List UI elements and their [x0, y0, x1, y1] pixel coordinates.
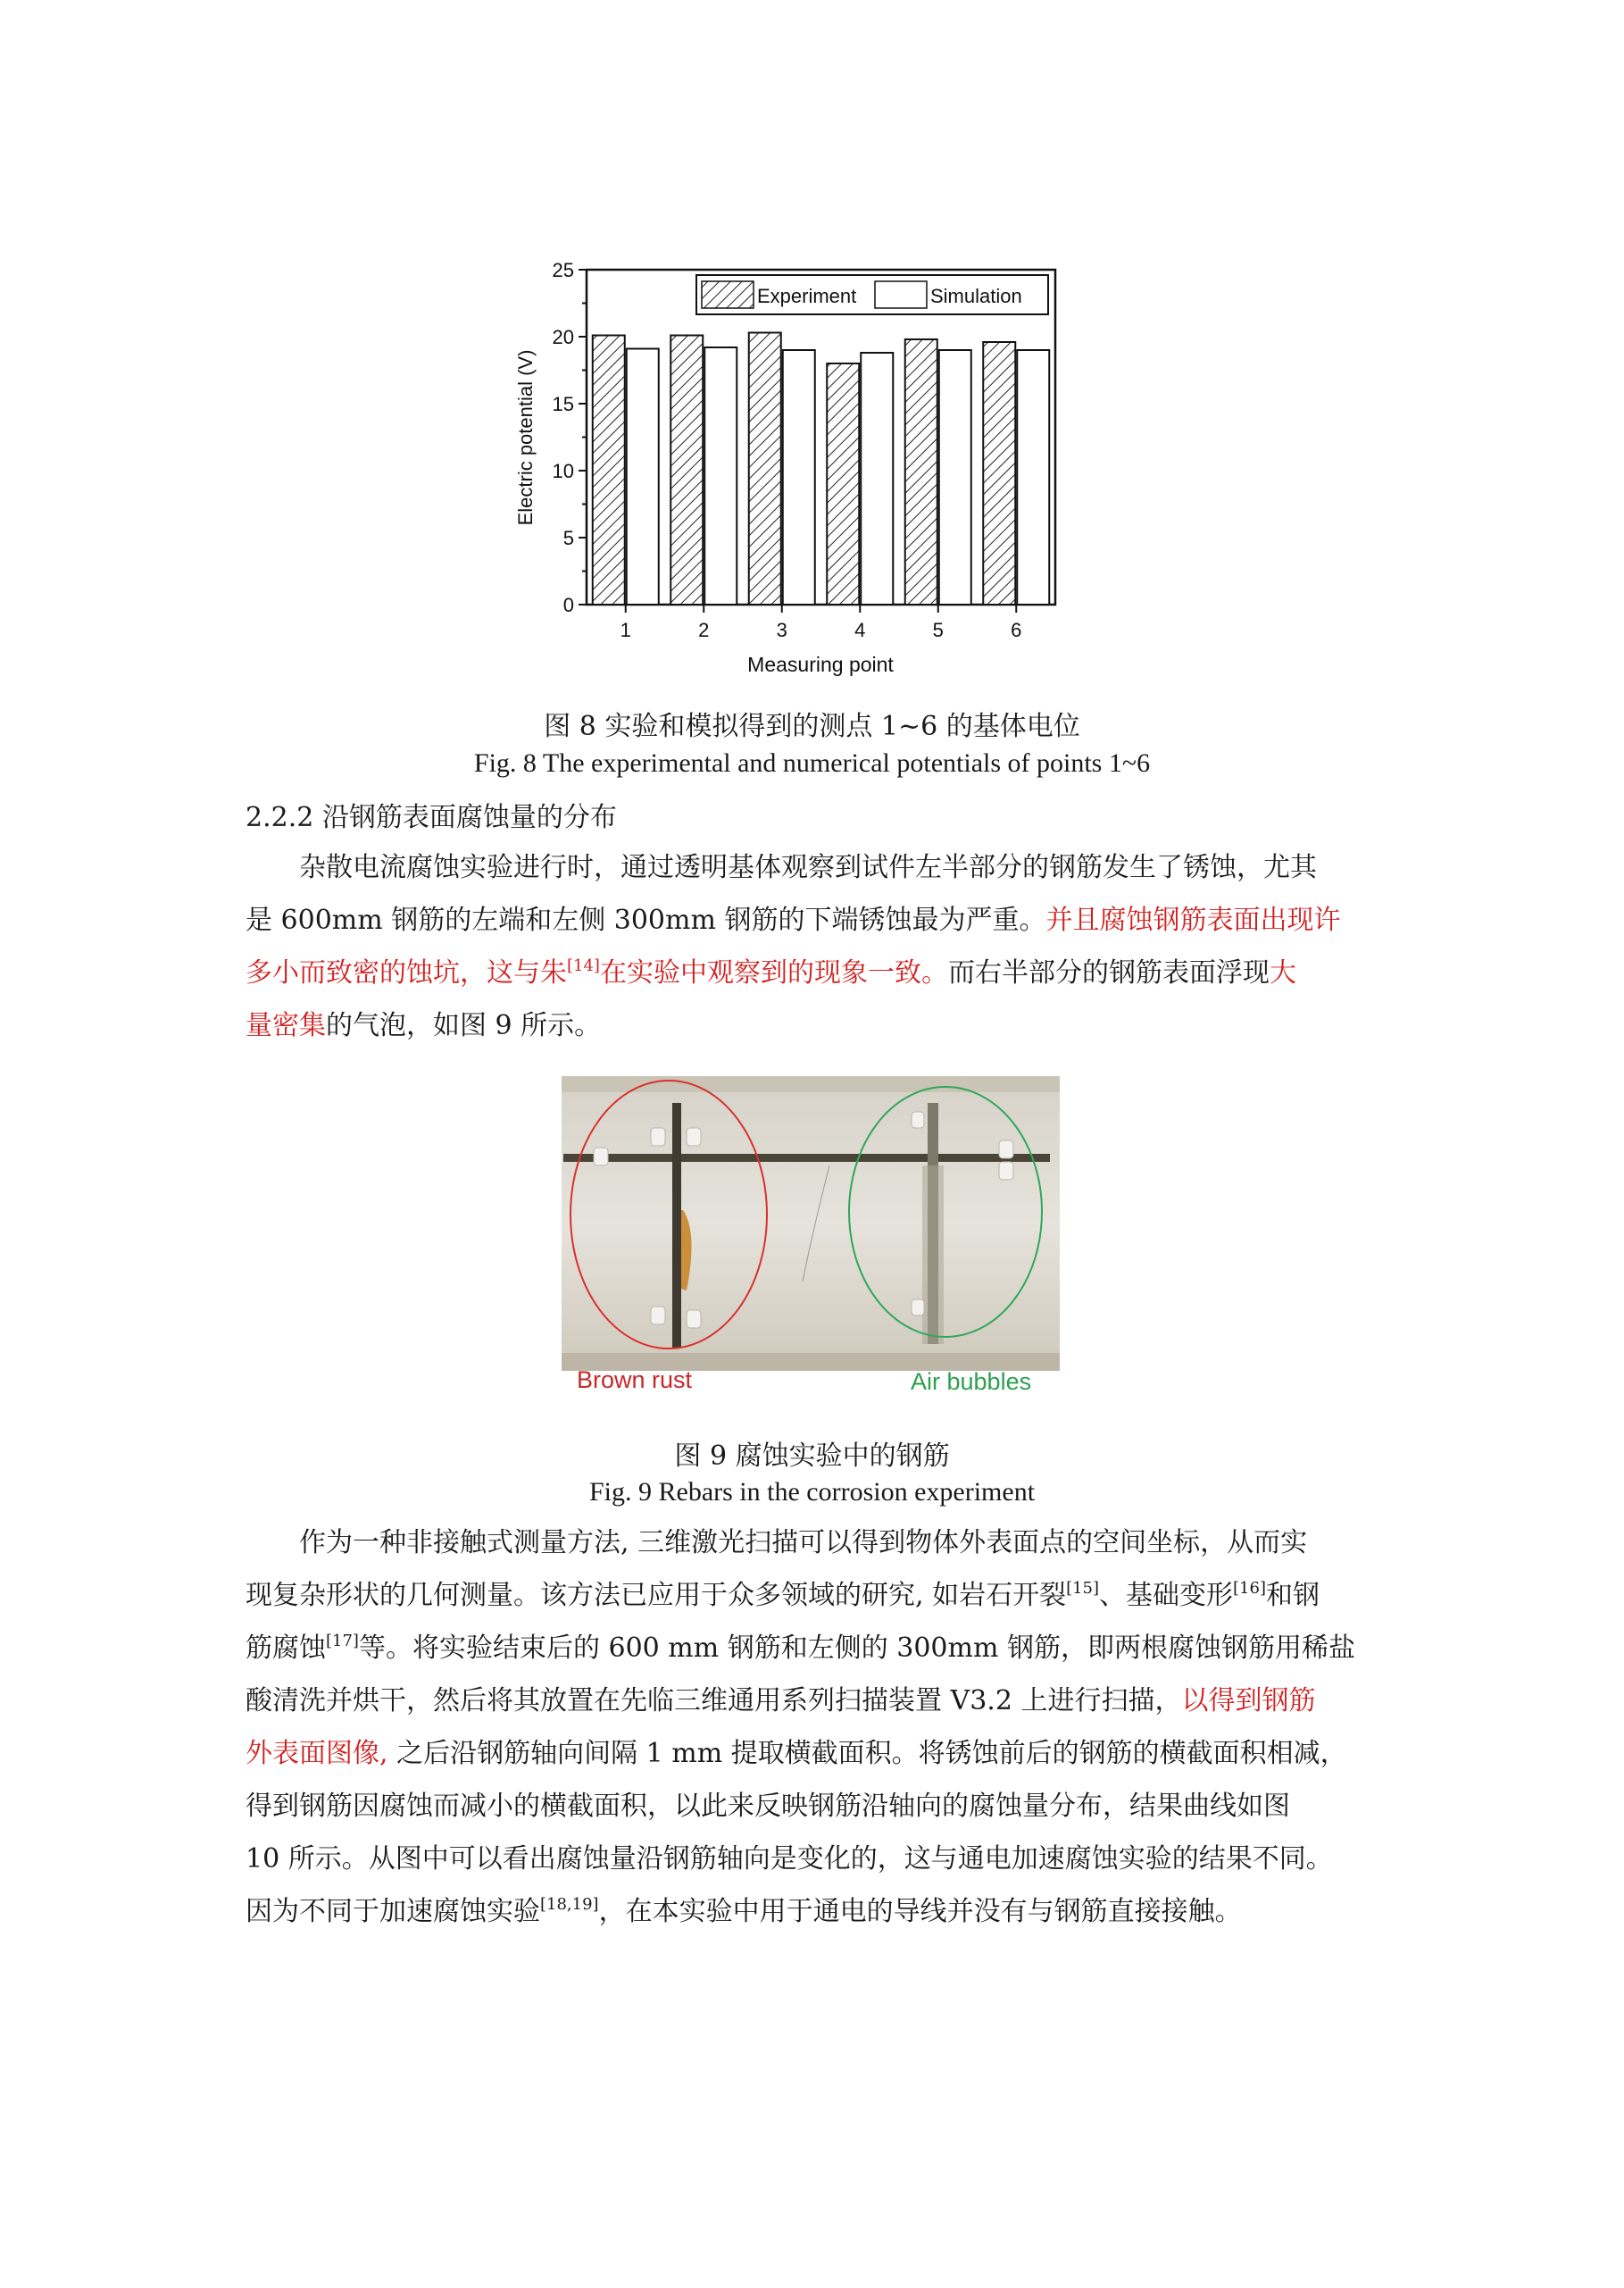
legend-swatch-experiment	[702, 281, 754, 308]
legend-label-simulation: Simulation	[930, 285, 1022, 307]
para2-line-7: 10 所示。从图中可以看出腐蚀量沿钢筋轴向是变化的，这与通电加速腐蚀实验的结果不同。	[246, 1843, 1333, 1875]
label-air-bubbles: Air bubbles	[911, 1368, 1032, 1395]
bar-series	[593, 333, 1050, 605]
left-vertical-rebar	[672, 1103, 681, 1349]
y-tick-label: 0	[562, 594, 574, 616]
para1-line-4: 量密集的气泡，如图 9 所示。	[246, 1010, 602, 1041]
para2-line-3: 筋腐蚀[17]等。将实验结束后的 600 mm 钢筋和左侧的 300mm 钢筋，即两根腐蚀钢筋用稀盐	[246, 1632, 1355, 1664]
paragraph-2	[246, 1516, 1379, 1938]
x-tick-label: 3	[776, 619, 787, 641]
horizontal-rebar	[563, 1154, 1050, 1162]
y-axis-label: Electric potential (V)	[514, 349, 537, 526]
legend	[696, 275, 1048, 314]
fig8-bar-chart	[500, 250, 1089, 688]
para2-line-4: 酸清洗并烘干，然后将其放置在先临三维通用系列扫描装置 V3.2 上进行扫描，以得到钢筋	[246, 1685, 1316, 1716]
para2-line-1: 作为一种非接触式测量方法, 三维激光扫描可以得到物体外表面点的空间坐标，从而实	[299, 1527, 1308, 1558]
para1-line-2: 是 600mm 钢筋的左端和左侧 300mm 钢筋的下端锈蚀最为严重。并且腐蚀钢筋表面出现许	[246, 905, 1341, 936]
para2-line-6: 得到钢筋因腐蚀而减小的横截面积，以此来反映钢筋沿轴向的腐蚀量分布，结果曲线如图	[246, 1791, 1290, 1822]
bar-simulation	[627, 349, 659, 605]
section-heading: 2.2.2 沿钢筋表面腐蚀量的分布	[246, 802, 617, 833]
y-tick-label: 10	[552, 460, 574, 482]
bar-simulation	[783, 350, 815, 605]
x-tick-label: 4	[854, 619, 866, 641]
label-brown-rust: Brown rust	[577, 1366, 693, 1393]
bar-experiment	[905, 339, 937, 605]
x-tick-label: 2	[698, 619, 710, 641]
bar-simulation	[939, 350, 971, 605]
bar-experiment	[827, 363, 859, 605]
fig9-caption-cn: 图 9 腐蚀实验中的钢筋	[674, 1440, 950, 1472]
x-tick-label: 5	[932, 619, 944, 641]
para1-line-1: 杂散电流腐蚀实验进行时，通过透明基体观察到试件左半部分的钢筋发生了锈蚀，尤其	[299, 852, 1317, 883]
y-axis	[553, 259, 587, 616]
para2-line-8: 因为不同于加速腐蚀实验[18,19]，在本实验中用于通电的导线并没有与钢筋直接接触。	[246, 1895, 1242, 1927]
para2-line-2: 现复杂形状的几何测量。该方法已应用于众多领域的研究, 如岩石开裂[15]、基础变形[16]和钢	[246, 1579, 1320, 1611]
bar-experiment	[983, 342, 1015, 605]
x-tick-label: 1	[620, 619, 631, 641]
y-tick-label: 15	[552, 393, 574, 415]
y-tick-label: 5	[562, 527, 574, 549]
bar-simulation	[1017, 350, 1049, 605]
fig9-caption-en: Fig. 9 Rebars in the corrosion experiment	[588, 1477, 1036, 1507]
x-axis	[620, 605, 1022, 641]
x-tick-label: 6	[1011, 619, 1022, 641]
fig9-rebar-photo	[562, 1076, 1060, 1371]
bar-experiment	[593, 336, 625, 605]
bar-experiment	[749, 333, 781, 605]
fig8-caption-en: Fig. 8 The experimental and numerical potentials of points 1~6	[473, 748, 1151, 778]
bar-experiment	[670, 336, 703, 605]
y-tick-label: 25	[552, 259, 574, 281]
y-tick-label: 20	[552, 326, 574, 348]
bar-simulation	[861, 353, 893, 605]
fig8-caption-cn: 图 8 实验和模拟得到的测点 1~6 的基体电位	[544, 711, 1080, 742]
legend-swatch-simulation	[875, 281, 927, 308]
x-axis-label: Measuring point	[747, 653, 894, 676]
para2-line-5: 外表面图像, 之后沿钢筋轴向间隔 1 mm 提取横截面积。将锈蚀前后的钢筋的横截面积相减，	[246, 1738, 1347, 1769]
bar-simulation	[704, 347, 737, 605]
legend-label-experiment: Experiment	[757, 285, 857, 307]
paragraph-1	[246, 841, 1379, 1052]
para1-line-3: 多小而致密的蚀坑，这与朱[14]在实验中观察到的现象一致。而右半部分的钢筋表面浮现大	[246, 956, 1296, 989]
